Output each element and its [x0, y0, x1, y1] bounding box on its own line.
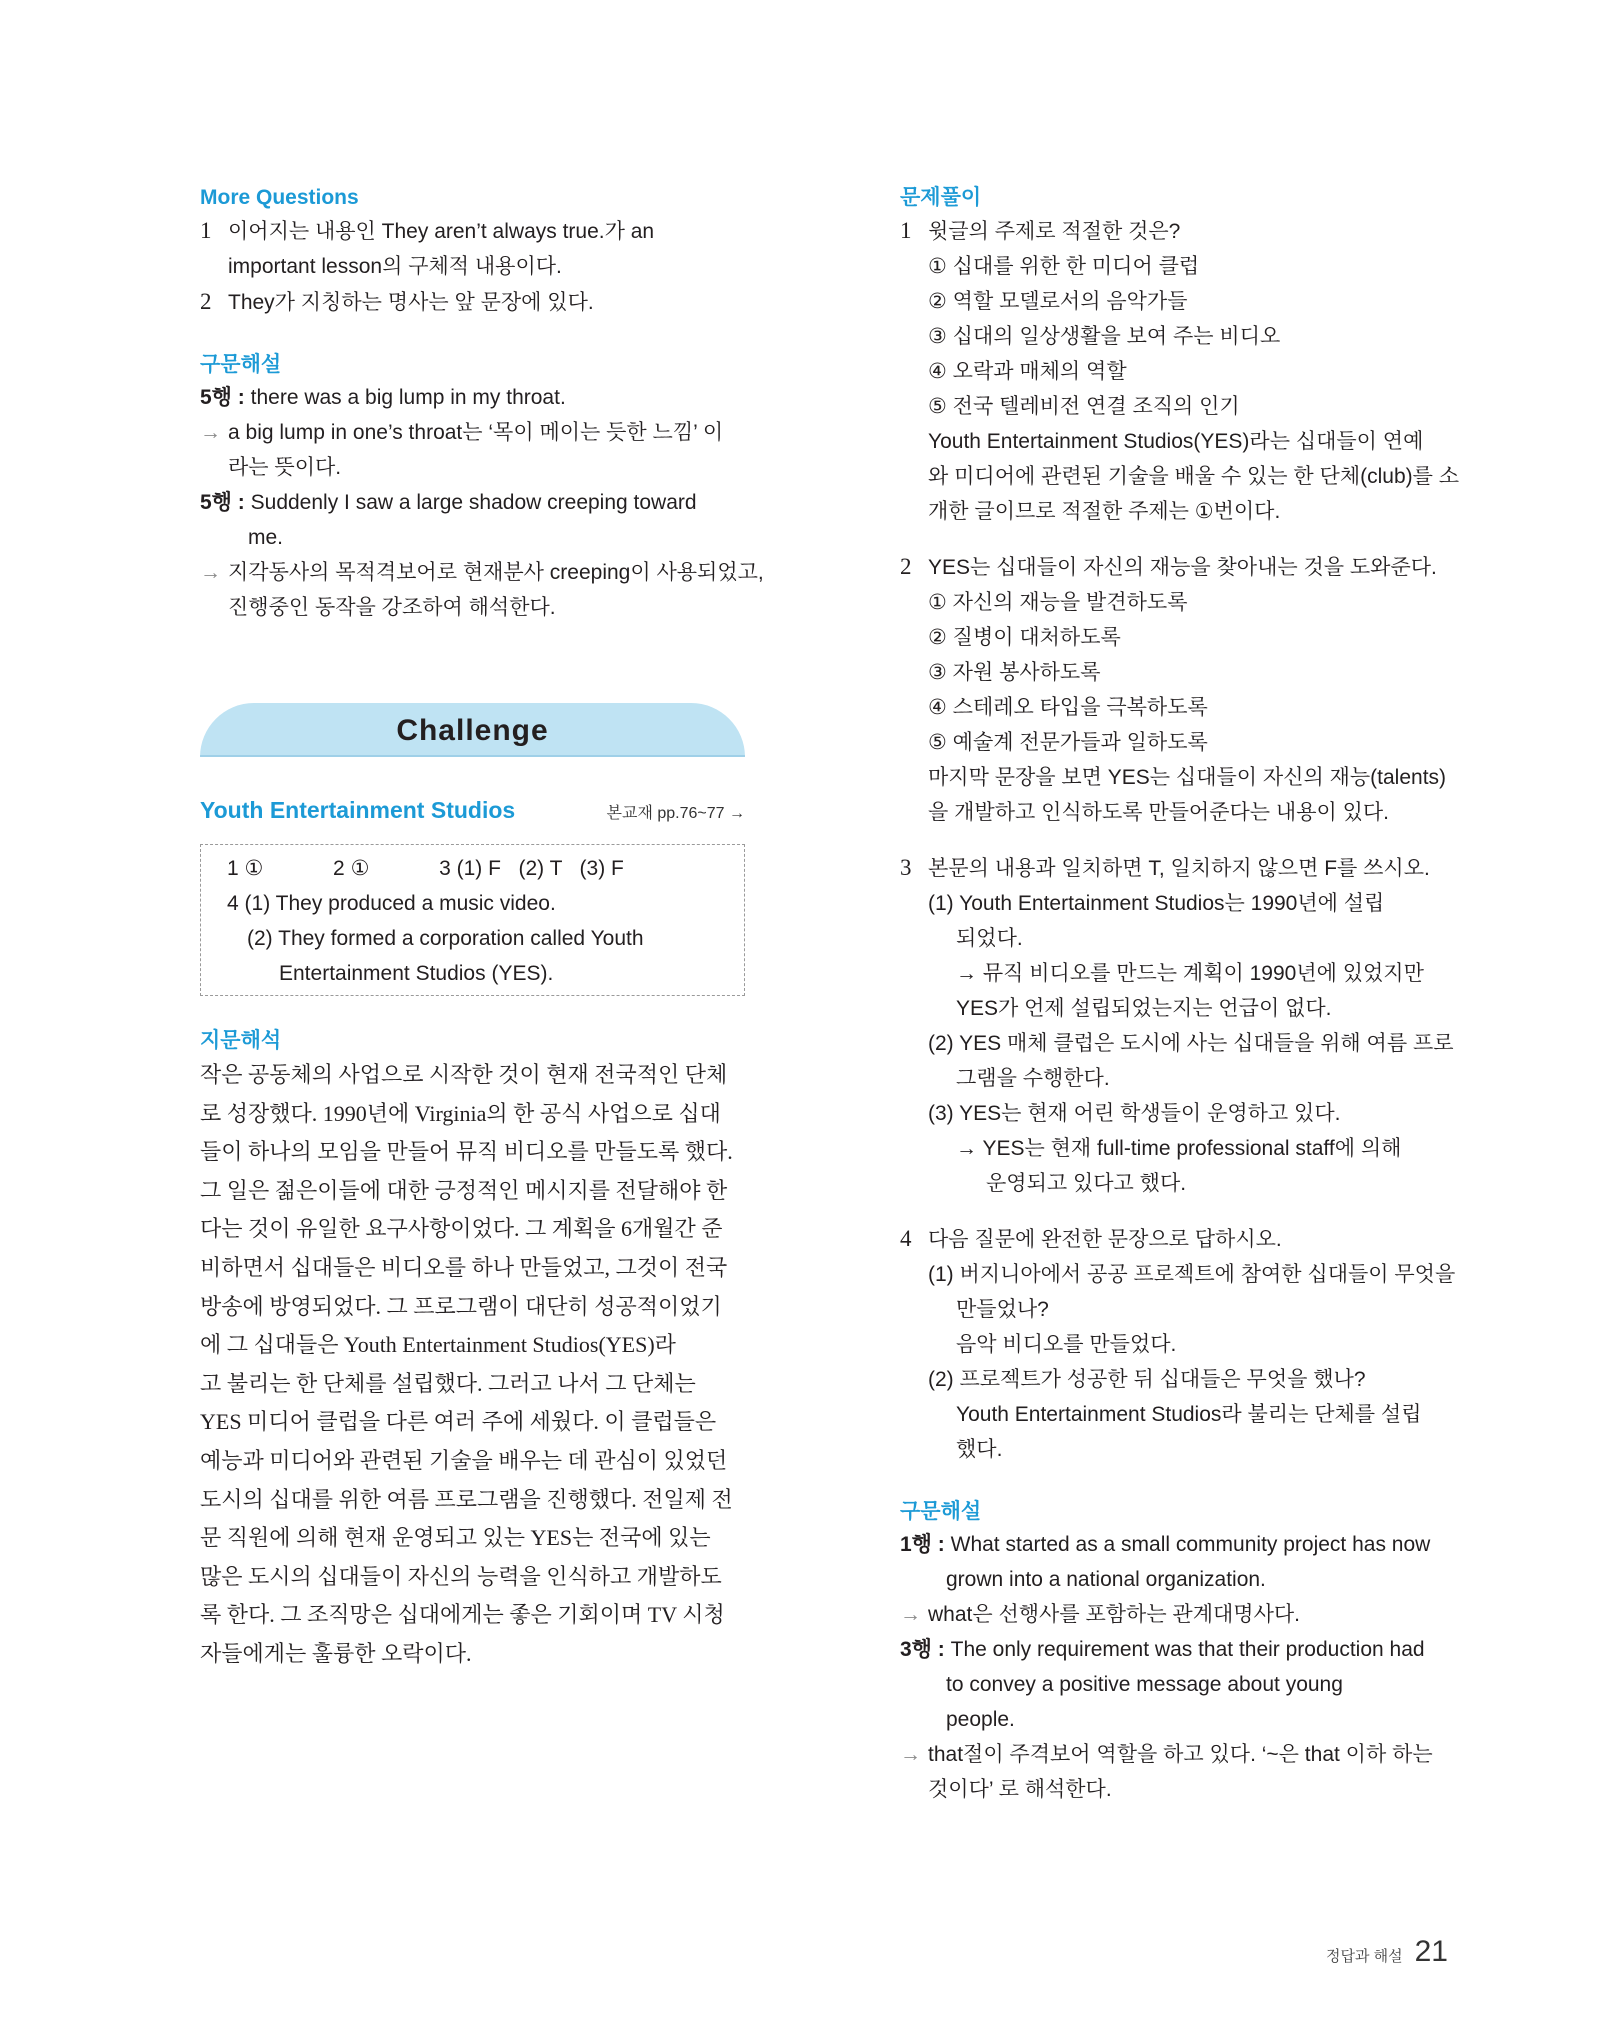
question-4	[900, 1221, 1445, 1257]
translation-line: 로 성장했다. 1990년에 Virginia의 한 공식 사업으로 십대	[200, 1100, 721, 1126]
arrow-icon: →	[200, 421, 221, 444]
option: ① 자신의 재능을 발견하도록	[928, 591, 1188, 614]
page-number: 21	[1414, 1935, 1448, 1968]
translation-line: YES 미디어 클럽을 다른 여러 주에 세웠다. 이 클럽들은	[200, 1409, 717, 1435]
statement-note-cont: 운영되고 있다고 했다.	[986, 1172, 1187, 1195]
syntax-note	[200, 555, 764, 590]
challenge-banner: Challenge	[200, 703, 745, 757]
translation-line: 고 불리는 한 단체를 설립했다. 그러고 나서 그 단체는	[200, 1370, 696, 1396]
sub-question: (2) 프로젝트가 성공한 뒤 십대들은 무엇을 했나?	[928, 1368, 1366, 1391]
translation-line: 자들에게는 훌륭한 오락이다.	[200, 1640, 472, 1666]
question-2	[900, 549, 1445, 585]
sentence-text: The only requirement was that their production had	[944, 1638, 1425, 1661]
option: ⑤ 전국 텔레비전 연결 조직의 인기	[928, 395, 1240, 418]
right-column	[900, 183, 1460, 1807]
syntax-note-cont: 것이다’ 로 해석한다.	[928, 1778, 1112, 1801]
syntax-sentence	[900, 1527, 1445, 1562]
syntax-note	[900, 1737, 1445, 1772]
item-number: 2	[900, 554, 912, 579]
option: ② 역할 모델로서의 음악가들	[928, 290, 1188, 313]
translation-title: 지문해석	[200, 1029, 282, 1052]
note-text: what은 선행사를 포함하는 관계대명사다.	[928, 1603, 1300, 1626]
translation-line: 도시의 십대를 위한 여름 프로그램을 진행했다. 전일제 전	[200, 1486, 733, 1512]
explanation-line: 마지막 문장을 보면 YES는 십대들이 자신의 재능(talents)	[928, 766, 1447, 789]
statement: (2) YES 매체 클럽은 도시에 사는 십대들을 위해 여름 프로	[928, 1032, 1454, 1055]
syntax-note	[900, 1597, 1445, 1632]
statement-note-cont: YES가 언제 설립되었는지는 언급이 없다.	[956, 997, 1332, 1020]
note-text: a big lump in one’s throat는 ‘목이 메이는 듯한 느낌’ 이	[228, 421, 724, 444]
answer-box	[200, 844, 745, 996]
statement-cont: 되었다.	[956, 927, 1023, 950]
item-text: They가 지칭하는 명사는 앞 문장에 있다.	[228, 291, 594, 314]
option: ① 십대를 위한 한 미디어 클럽	[928, 255, 1200, 278]
mq-item-1	[200, 213, 745, 249]
syntax-note-cont: 진행중인 동작을 강조하여 해석한다.	[228, 596, 556, 619]
item-number: 2	[200, 289, 212, 314]
statement-cont: 그램을 수행한다.	[956, 1067, 1110, 1090]
explanation-line: 개한 글이므로 적절한 주제는 ①번이다.	[928, 500, 1281, 523]
line-label: 5행 :	[200, 491, 245, 514]
line-label: 1행 :	[900, 1533, 945, 1556]
translation-line: 에 그 십대들은 Youth Entertainment Studios(YES)라	[200, 1332, 676, 1358]
syntax-sentence	[900, 1632, 1445, 1667]
answer-row-cont: Entertainment Studios (YES).	[279, 962, 554, 985]
syntax-sentence-cont: to convey a positive message about young	[946, 1673, 1343, 1696]
option: ③ 십대의 일상생활을 보여 주는 비디오	[928, 325, 1281, 348]
item-number: 1	[200, 218, 212, 243]
answer-num: 3	[439, 857, 451, 880]
answer-row	[227, 886, 730, 921]
note-text: 지각동사의 목적격보어로 현재분사 creeping이 사용되었고,	[228, 561, 764, 584]
question-3	[900, 850, 1445, 886]
sub-question-cont: 만들었나?	[956, 1298, 1049, 1321]
syntax-sentence	[200, 380, 745, 415]
answer-num: 4	[227, 892, 239, 915]
source-title: Youth Entertainment Studios	[200, 797, 516, 823]
syntax-note-cont: 라는 뜻이다.	[228, 456, 342, 479]
answer-row: (2) They formed a corporation called Youth	[247, 927, 644, 950]
footer-label: 정답과 해설	[1326, 1948, 1403, 1965]
solution-title: 문제풀이	[900, 186, 982, 209]
translation-line: 작은 공동체의 사업으로 시작한 것이 현재 전국적인 단체	[200, 1062, 728, 1087]
translation-line: 방송에 방영되었다. 그 프로그램이 대단히 성공적이었기	[200, 1293, 722, 1319]
translation-line: 비하면서 십대들은 비디오를 하나 만들었고, 그것이 전국	[200, 1254, 728, 1280]
arrow-icon: →	[200, 561, 221, 584]
line-label: 5행 :	[200, 386, 245, 409]
note-text: that절이 주격보어 역할을 하고 있다. ‘~은 that 이하 하는	[928, 1743, 1433, 1766]
option: ③ 자원 봉사하도록	[928, 661, 1101, 684]
arrow-icon: →	[900, 1603, 921, 1626]
sub-question: (1) 버지니아에서 공공 프로젝트에 참여한 십대들이 무엇을	[928, 1263, 1456, 1286]
answer-row	[227, 851, 730, 886]
answer-num: 1	[227, 857, 239, 880]
answer-value: (1) F (2) T (3) F	[456, 857, 624, 880]
more-questions-title: More Questions	[200, 186, 359, 209]
syntax-sentence	[200, 485, 745, 520]
syntax-sentence-cont: me.	[248, 526, 284, 549]
translation-line: 록 한다. 그 조직망은 십대에게는 좋은 기회이며 TV 시청	[200, 1602, 725, 1628]
translation-line: 다는 것이 유일한 요구사항이었다. 그 계획을 6개월간 준	[200, 1216, 723, 1242]
statement-note: → YES는 현재 full-time professional staff에 의해	[956, 1137, 1402, 1160]
sentence-text: there was a big lump in my throat.	[244, 386, 566, 409]
source-reference: 본교재 pp.76~77 →	[606, 805, 745, 822]
answer-value: (1) They produced a music video.	[244, 892, 556, 915]
translation-paragraph	[200, 1056, 745, 1674]
question-text: YES는 십대들이 자신의 재능을 찾아내는 것을 도와준다.	[928, 556, 1437, 579]
statement: (1) Youth Entertainment Studios는 1990년에 설립	[928, 892, 1385, 915]
explanation-line: 와 미디어에 관련된 기술을 배울 수 있는 한 단체(club)를 소	[928, 465, 1460, 488]
translation-line: 예능과 미디어와 관련된 기술을 배우는 데 관심이 있었던	[200, 1447, 728, 1473]
syntax-sentence-cont: grown into a national organization.	[946, 1568, 1266, 1591]
item-number: 3	[900, 855, 912, 880]
item-text: 이어지는 내용인 They aren’t always true.가 an	[228, 220, 655, 243]
question-text: 다음 질문에 완전한 문장으로 답하시오.	[928, 1228, 1282, 1251]
option: ② 질병이 대처하도록	[928, 626, 1121, 649]
sub-answer-cont: 했다.	[956, 1438, 1003, 1461]
explanation-line: Youth Entertainment Studios(YES)라는 십대들이 연예	[928, 430, 1424, 453]
answer-value: ①	[350, 857, 370, 880]
translation-line: 많은 도시의 십대들이 자신의 능력을 인식하고 개발하도	[200, 1563, 722, 1589]
syntax-note	[200, 415, 745, 450]
sub-answer: 음악 비디오를 만들었다.	[956, 1333, 1177, 1356]
question-text: 윗글의 주제로 적절한 것은?	[928, 220, 1181, 243]
sentence-text: What started as a small community project has now	[944, 1533, 1431, 1556]
statement: (3) YES는 현재 어린 학생들이 운영하고 있다.	[928, 1102, 1341, 1125]
line-label: 3행 :	[900, 1638, 945, 1661]
translation-line: 들이 하나의 모임을 만들어 뮤직 비디오를 만들도록 했다.	[200, 1139, 733, 1165]
item-number: 4	[900, 1226, 912, 1251]
sub-answer: Youth Entertainment Studios라 불리는 단체를 설립	[956, 1403, 1422, 1426]
mq-item-2	[200, 284, 745, 320]
page-footer	[1326, 1935, 1448, 1969]
question-1	[900, 213, 1445, 249]
arrow-icon: →	[900, 1743, 921, 1766]
syntax-title: 구문해설	[200, 353, 282, 376]
translation-line: 문 직원에 의해 현재 운영되고 있는 YES는 전국에 있는	[200, 1525, 711, 1551]
item-number: 1	[900, 218, 912, 243]
option: ⑤ 예술계 전문가들과 일하도록	[928, 731, 1208, 754]
answer-value: ①	[244, 857, 264, 880]
sentence-text: Suddenly I saw a large shadow creeping toward	[244, 491, 697, 514]
option: ④ 오락과 매체의 역할	[928, 360, 1127, 383]
statement-note: → 뮤직 비디오를 만드는 계획이 1990년에 있었지만	[956, 962, 1424, 985]
translation-line: 그 일은 젊은이들에 대한 긍정적인 메시지를 전달해야 한	[200, 1177, 728, 1203]
mq-item-1-cont: important lesson의 구체적 내용이다.	[228, 255, 562, 278]
syntax-sentence-cont: people.	[946, 1708, 1015, 1731]
source-row	[200, 797, 745, 824]
answer-num: 2	[333, 857, 345, 880]
syntax-title: 구문해설	[900, 1500, 982, 1523]
question-text: 본문의 내용과 일치하면 T, 일치하지 않으면 F를 쓰시오.	[928, 857, 1430, 880]
option: ④ 스테레오 타입을 극복하도록	[928, 696, 1208, 719]
explanation-line: 을 개발하고 인식하도록 만들어준다는 내용이 있다.	[928, 801, 1390, 824]
left-column	[200, 183, 764, 1674]
